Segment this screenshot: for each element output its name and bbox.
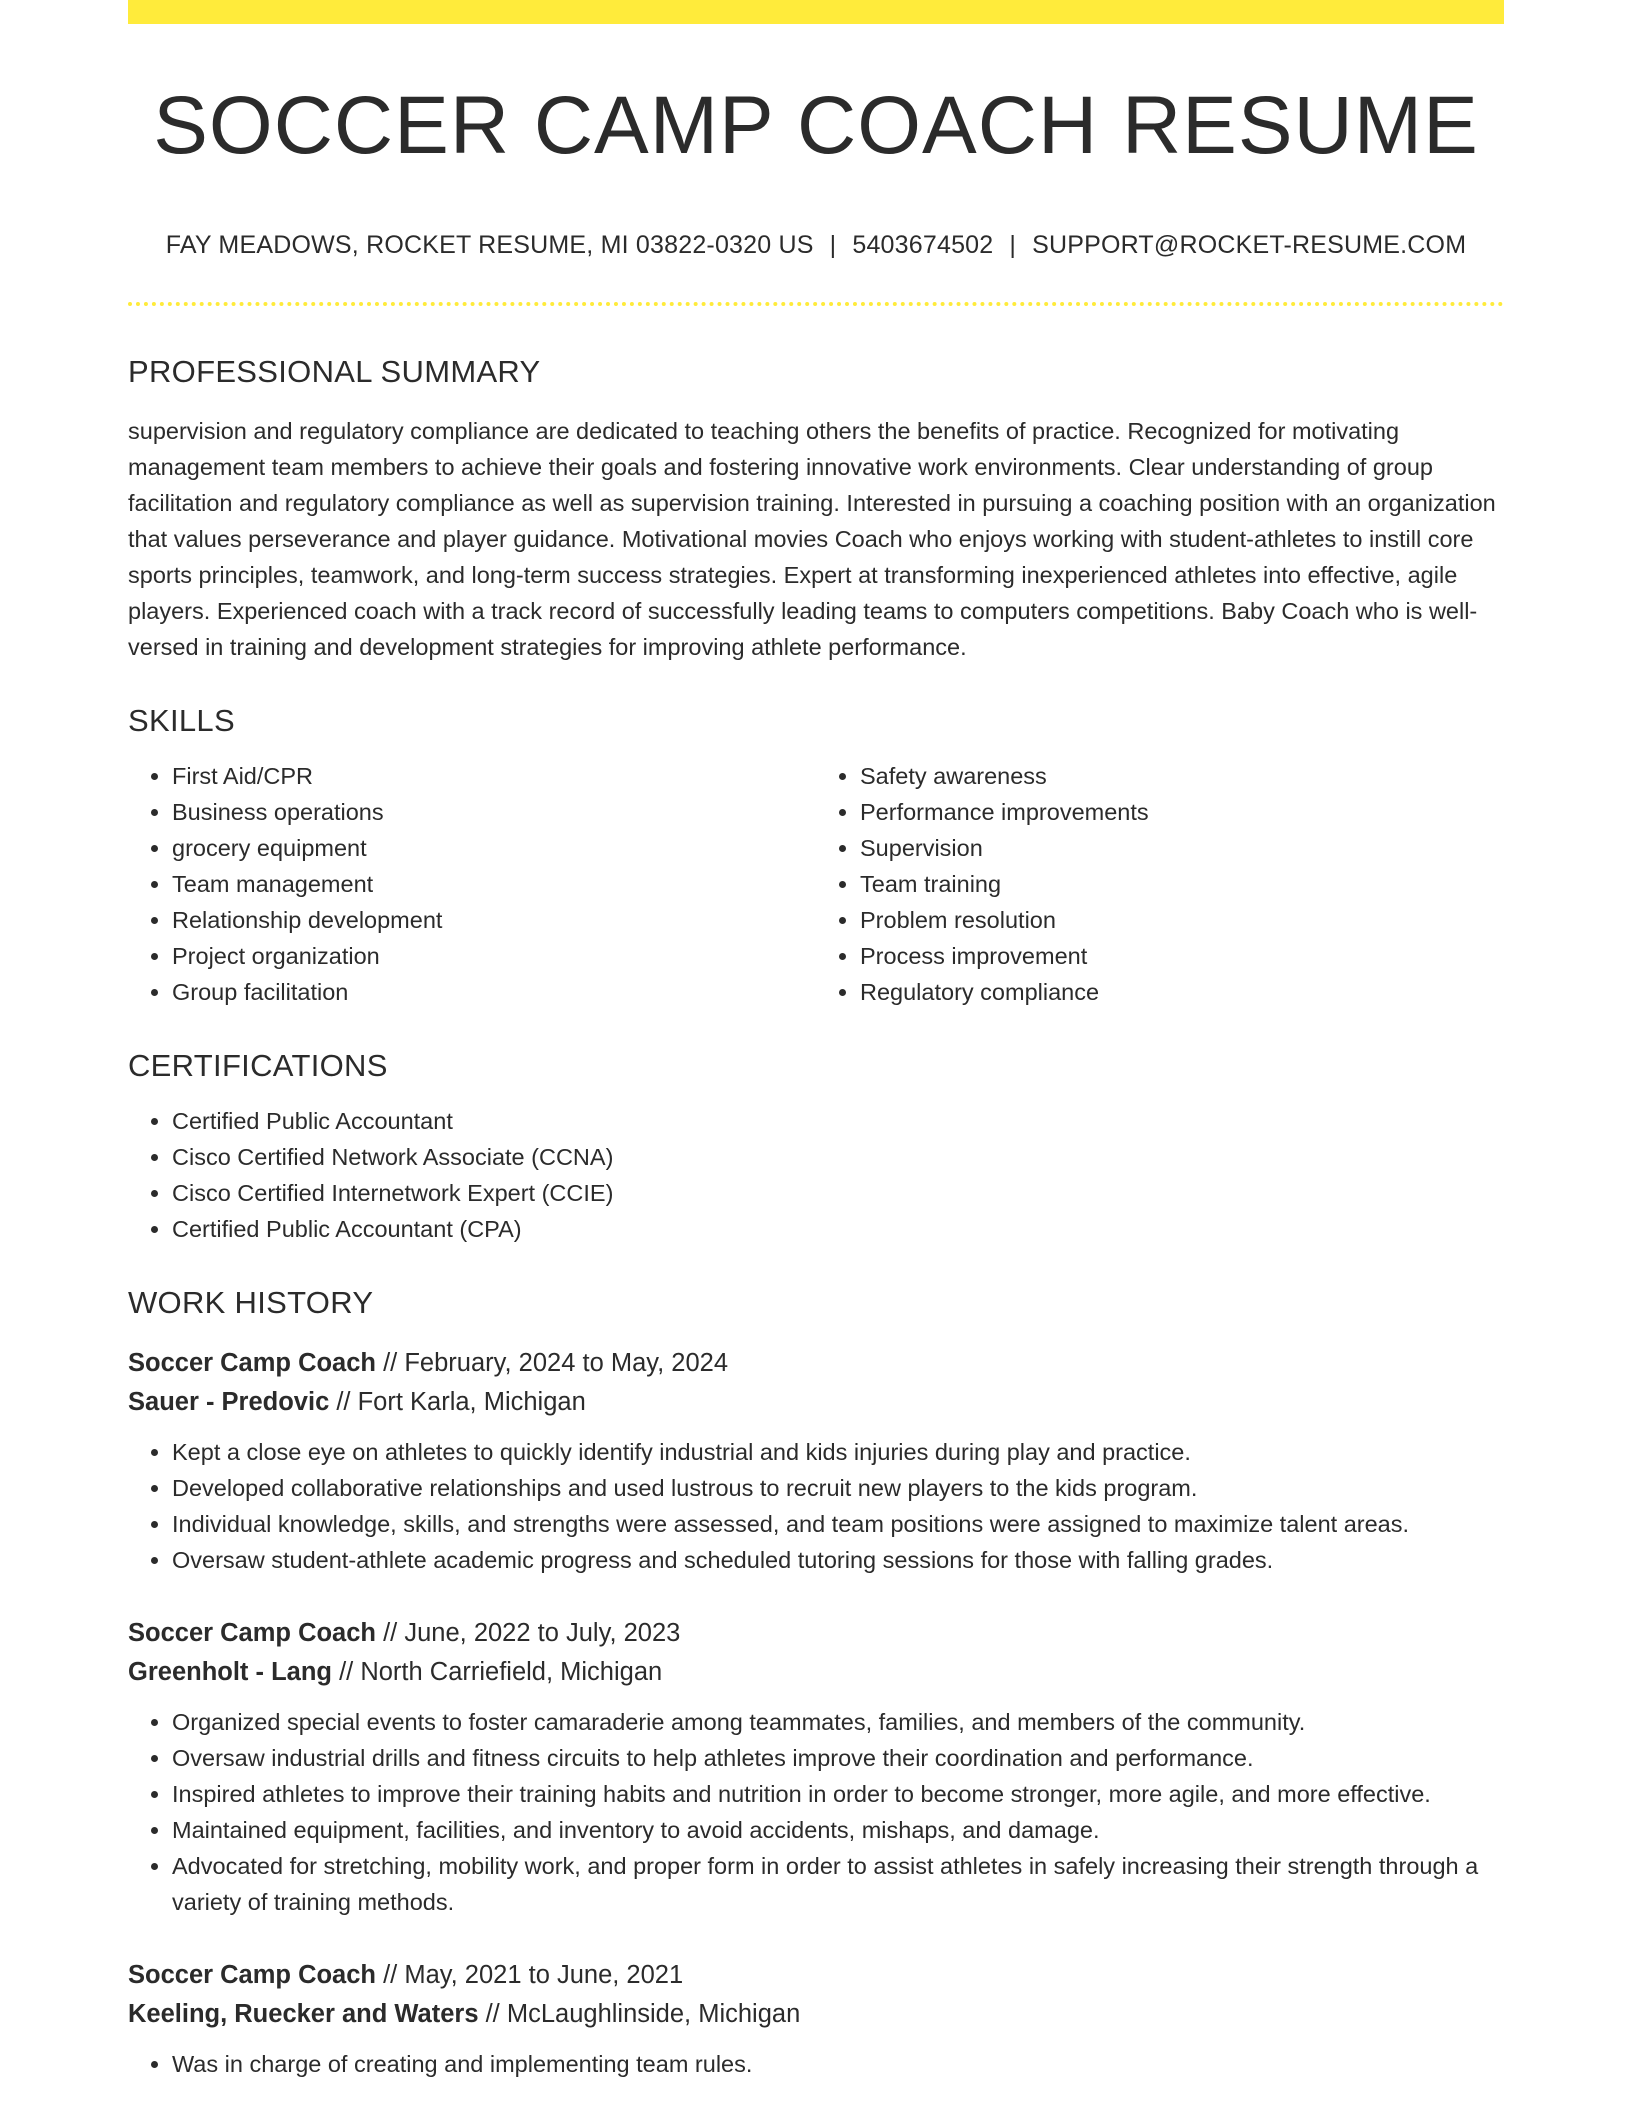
list-item: • Was in charge of creating and implementing team rules.: [172, 2046, 1504, 2082]
list-item: • Safety awareness: [860, 758, 1504, 794]
skills-columns: [128, 758, 1504, 1010]
list-item: • Individual knowledge, skills, and strengths were assessed, and team positions were assigned to maximize talent areas.: [172, 1506, 1504, 1542]
certifications-heading: CERTIFICATIONS: [128, 1048, 388, 1083]
list-item: • Regulatory compliance: [860, 974, 1504, 1010]
list-item: • Certified Public Accountant (CPA): [172, 1211, 1504, 1247]
skills-heading: SKILLS: [128, 703, 235, 738]
list-item: • Performance improvements: [860, 794, 1504, 830]
job-location: // McLaughlinside, Michigan: [478, 2000, 801, 2028]
list-item: • Maintained equipment, facilities, and inventory to avoid accidents, mishaps, and damage.: [172, 1812, 1504, 1848]
contact-address: FAY MEADOWS, ROCKET RESUME, MI 03822-0320 US: [165, 231, 814, 259]
list-item: • Oversaw industrial drills and fitness circuits to help athletes improve their coordination and performance.: [172, 1740, 1504, 1776]
certifications-list: [128, 1103, 1504, 1247]
job-company-line: [128, 1995, 1504, 2034]
list-item: • Supervision: [860, 830, 1504, 866]
job-title-line: [128, 1344, 1504, 1383]
skills-list-left: [128, 758, 816, 1010]
work-history-heading: WORK HISTORY: [128, 1285, 374, 1320]
list-item: • Process improvement: [860, 938, 1504, 974]
job-company: Keeling, Ruecker and Waters: [128, 2000, 479, 2028]
list-item: • Problem resolution: [860, 902, 1504, 938]
list-item: • Team management: [172, 866, 816, 902]
job-dates: // May, 2021 to June, 2021: [376, 1961, 684, 1989]
job-entry: [128, 1614, 1504, 1920]
job-dates: // February, 2024 to May, 2024: [376, 1349, 729, 1377]
work-history-list: [128, 1344, 1504, 2082]
job-company: Sauer - Predovic: [128, 1388, 330, 1416]
contact-separator: |: [829, 231, 837, 259]
contact-separator: |: [1009, 231, 1017, 259]
job-company-line: [128, 1383, 1504, 1422]
job-company-line: [128, 1653, 1504, 1692]
job-bullets: [128, 1704, 1504, 1920]
list-item: • Kept a close eye on athletes to quickly identify industrial and kids injuries during play and practice.: [172, 1434, 1504, 1470]
list-item: • Group facilitation: [172, 974, 816, 1010]
contact-email: SUPPORT@ROCKET-RESUME.COM: [1032, 231, 1467, 259]
list-item: • Cisco Certified Internetwork Expert (CCIE): [172, 1175, 1504, 1211]
list-item: • Cisco Certified Network Associate (CCNA): [172, 1139, 1504, 1175]
job-dates: // June, 2022 to July, 2023: [376, 1619, 681, 1647]
list-item: • First Aid/CPR: [172, 758, 816, 794]
list-item: • Oversaw student-athlete academic progress and scheduled tutoring sessions for those with falling grades.: [172, 1542, 1504, 1578]
list-item: • grocery equipment: [172, 830, 816, 866]
skills-list-right: [816, 758, 1504, 1010]
job-bullets: [128, 1434, 1504, 1578]
summary-heading: PROFESSIONAL SUMMARY: [128, 354, 541, 389]
contact-phone: 5403674502: [852, 231, 994, 259]
list-item: • Team training: [860, 866, 1504, 902]
job-entry: [128, 1344, 1504, 1578]
list-item: • Advocated for stretching, mobility work, and proper form in order to assist athletes in safely increasing their strength through a variety of training methods.: [172, 1848, 1504, 1920]
list-item: • Inspired athletes to improve their training habits and nutrition in order to become stronger, more agile, and more effective.: [172, 1776, 1504, 1812]
list-item: • Organized special events to foster camaraderie among teammates, families, and members of the community.: [172, 1704, 1504, 1740]
job-entry: [128, 1956, 1504, 2082]
list-item: • Developed collaborative relationships and used lustrous to recruit new players to the kids program.: [172, 1470, 1504, 1506]
resume-title: SOCCER CAMP COACH RESUME: [153, 80, 1479, 171]
job-bullets: [128, 2046, 1504, 2082]
job-title: Soccer Camp Coach: [128, 1619, 377, 1647]
job-title-line: [128, 1614, 1504, 1653]
list-item: • Relationship development: [172, 902, 816, 938]
top-accent-bar: [128, 0, 1504, 24]
job-title: Soccer Camp Coach: [128, 1961, 377, 1989]
job-title: Soccer Camp Coach: [128, 1349, 377, 1377]
summary-text: supervision and regulatory compliance are dedicated to teaching others the benefits of practice. Recognized for motivating management team members to achieve their goals and fostering innovative work environments. Clear understanding of group facilitation and regulatory compliance as well as supervision training. Interested in pursuing a coaching position with an organization that values perseverance and player guidance. Motivational movies Coach who enjoys working with student-athletes to instill core sports principles, teamwork, and long-term success strategies. Expert at transforming inexperienced athletes into effective, agile players. Experienced coach with a track record of successfully leading teams to computers competitions. Baby Coach who is well-versed in training and development strategies for improving athlete performance.: [128, 418, 1496, 660]
resume-page: [128, 0, 1504, 2082]
list-item: • Certified Public Accountant: [172, 1103, 1504, 1139]
dotted-divider: [128, 302, 1504, 306]
contact-line: [128, 233, 1504, 258]
list-item: • Project organization: [172, 938, 816, 974]
list-item: • Business operations: [172, 794, 816, 830]
job-company: Greenholt - Lang: [128, 1658, 332, 1686]
job-title-line: [128, 1956, 1504, 1995]
job-location: // Fort Karla, Michigan: [329, 1388, 586, 1416]
job-location: // North Carriefield, Michigan: [332, 1658, 663, 1686]
